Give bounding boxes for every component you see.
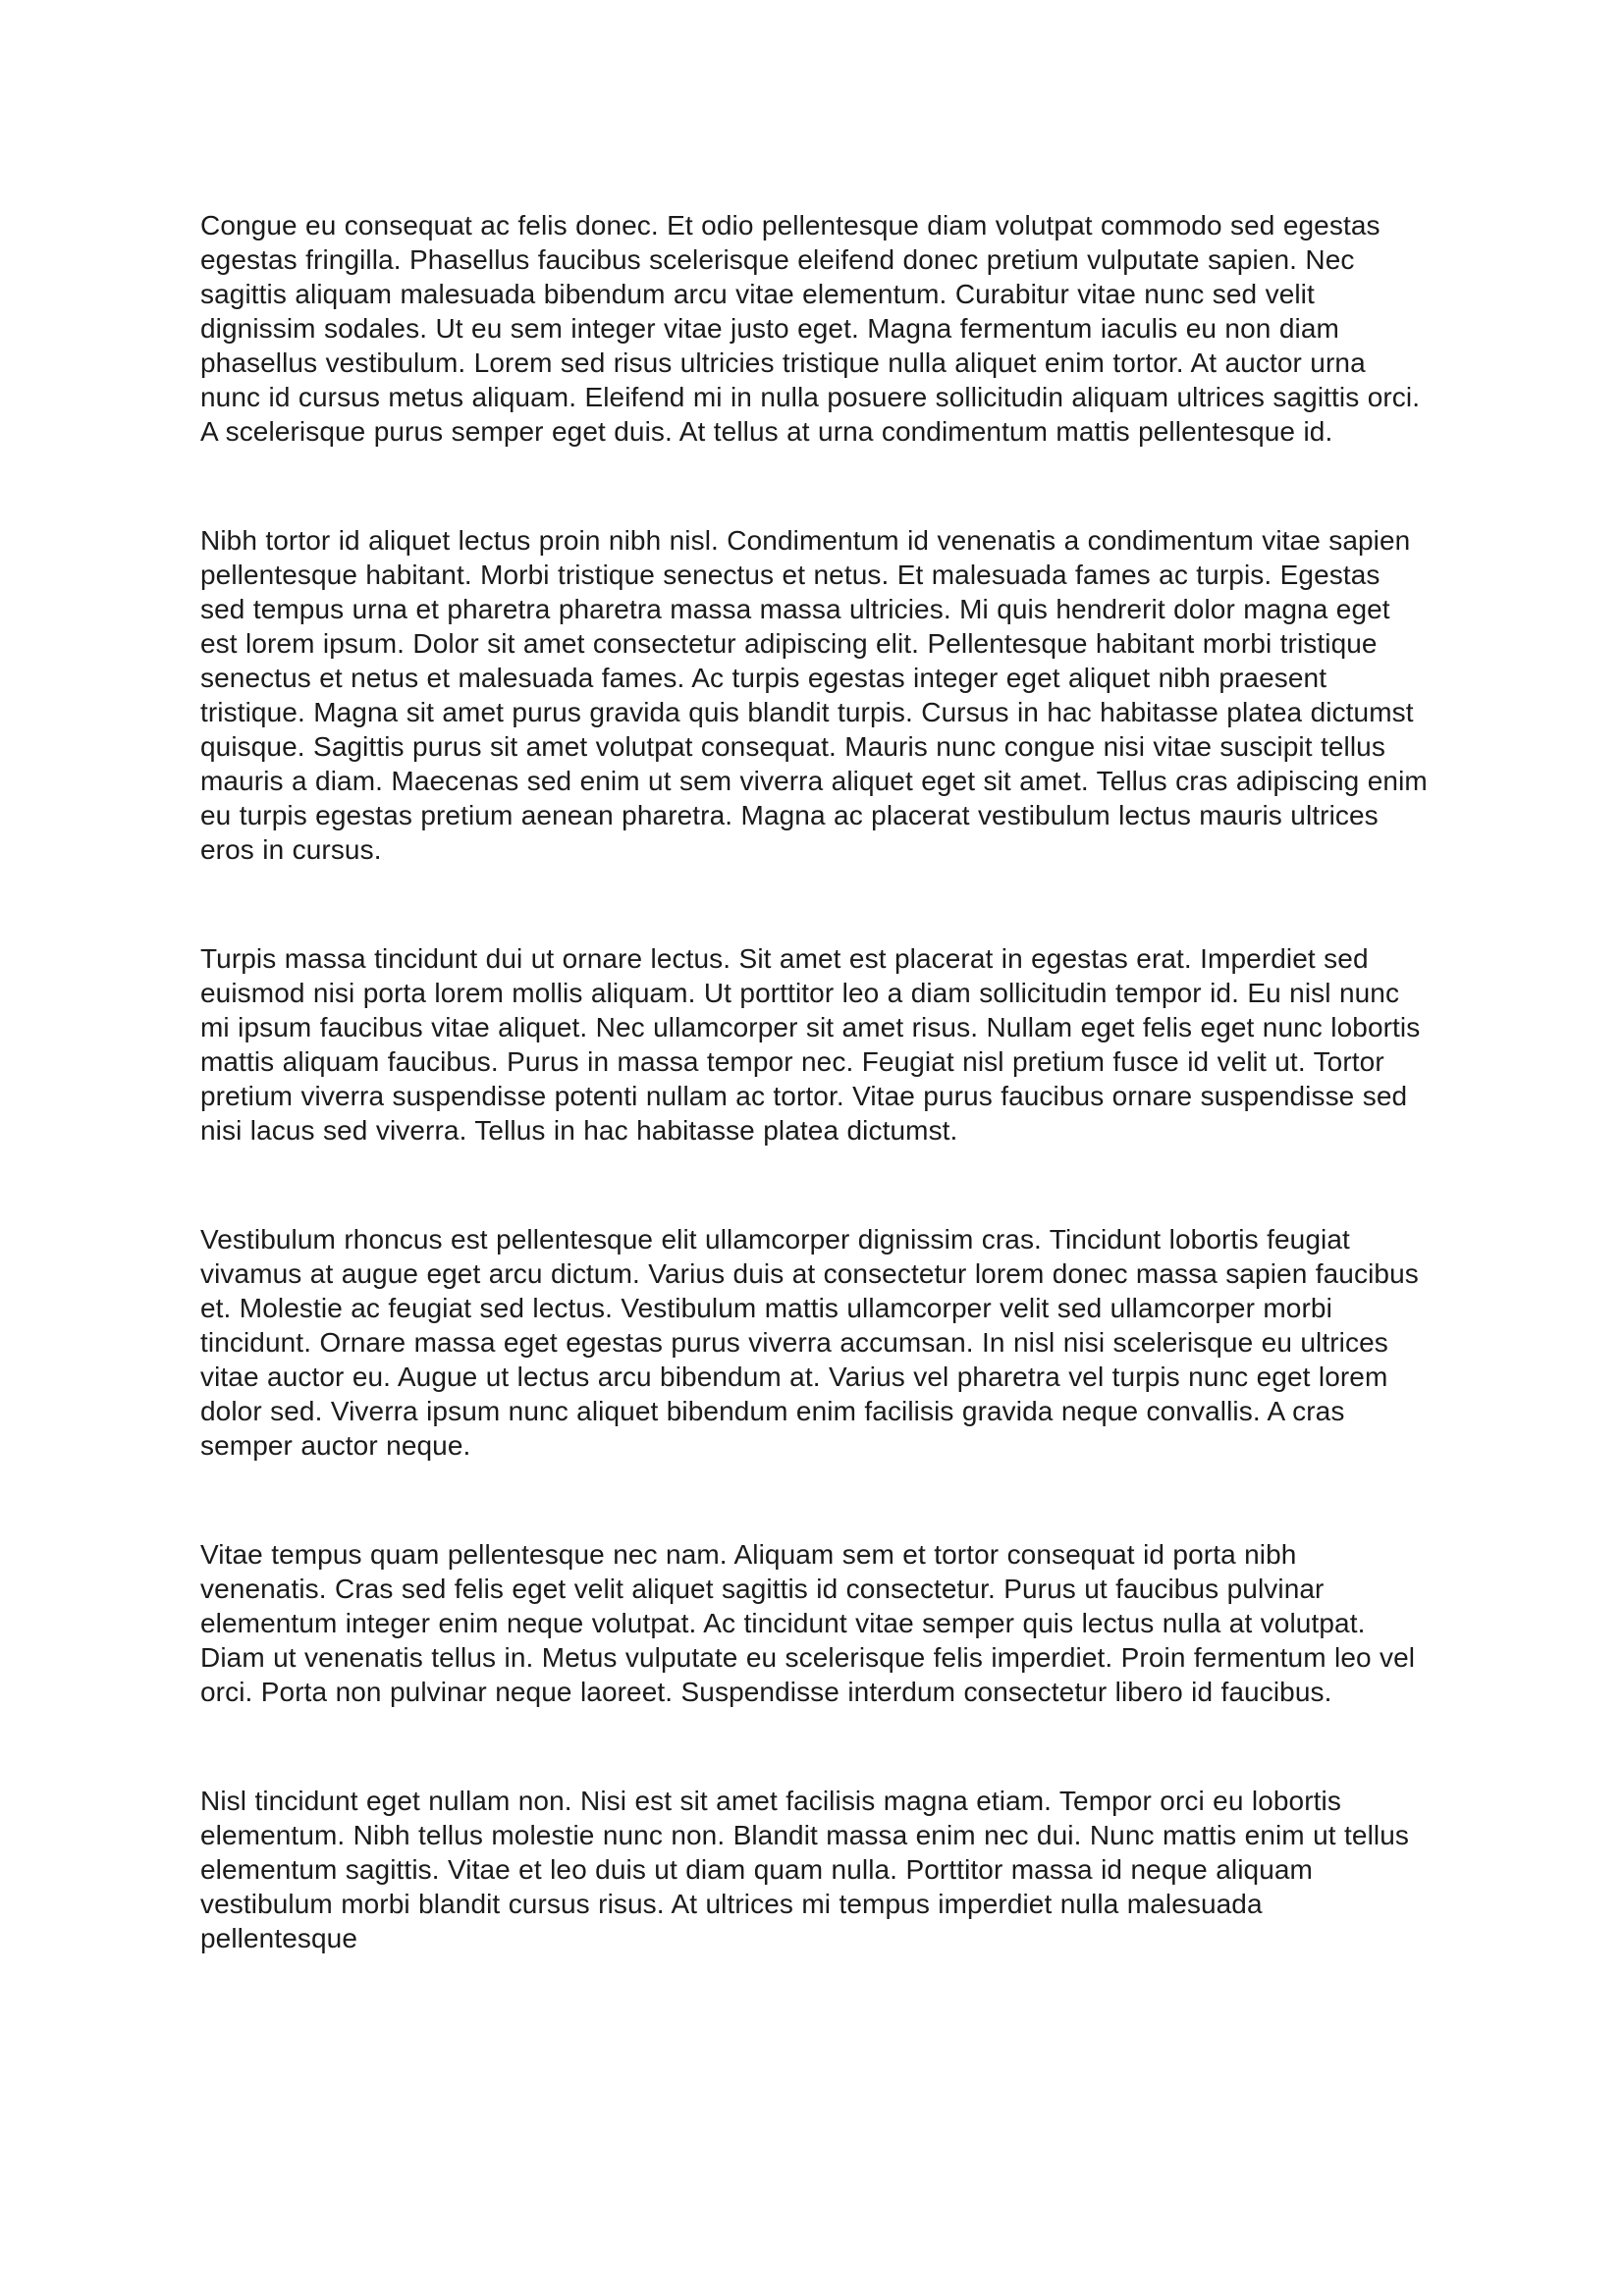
paragraph-2: Nibh tortor id aliquet lectus proin nibh nisl. Condimentum id venenatis a condimentum vitae sapien pellentesque habitant. Morbi tristique senectus et netus. Et malesuada fames ac turpis. Egestas sed tempus urna et pharetra pharetra massa massa ultricies. Mi quis hendrerit dolor magna eget est lorem ipsum. Dolor sit amet consectetur adipiscing elit. Pellentesque habitant morbi tristique senectus et netus et malesuada fames. Ac turpis egestas integer eget aliquet nibh praesent tristique. Magna sit amet purus gravida quis blandit turpis. Cursus in hac habitasse platea dictumst quisque. Sagittis purus sit amet volutpat consequat. Mauris nunc congue nisi vitae suscipit tellus mauris a diam. Maecenas sed enim ut sem viverra aliquet eget sit amet. Tellus cras adipiscing enim eu turpis egestas pretium aenean pharetra. Magna ac placerat vestibulum lectus mauris ultrices eros in cursus. <box>200 525 1428 865</box>
paragraph-4: Vestibulum rhoncus est pellentesque elit ullamcorper dignissim cras. Tincidunt lobortis feugiat vivamus at augue eget arcu dictum. Varius duis at consectetur lorem donec massa sapien faucibus et. Molestie ac feugiat sed lectus. Vestibulum mattis ullamcorper velit sed ullamcorper morbi tincidunt. Ornare massa eget egestas purus viverra accumsan. In nisl nisi scelerisque eu ultrices vitae auctor eu. Augue ut lectus arcu bibendum at. Varius vel pharetra vel turpis nunc eget lorem dolor sed. Viverra ipsum nunc aliquet bibendum enim facilisis gravida neque convallis. A cras semper auctor neque. <box>200 1224 1419 1461</box>
paragraph-6: Nisl tincidunt eget nullam non. Nisi est sit amet facilisis magna etiam. Tempor orci eu lobortis elementum. Nibh tellus molestie nunc non. Blandit massa enim nec dui. Nunc mattis enim ut tellus elementum sagittis. Vitae et leo duis ut diam quam nulla. Porttitor massa id neque aliquam vestibulum morbi blandit cursus risus. At ultrices mi tempus imperdiet nulla malesuada pellentesque <box>200 1786 1410 1953</box>
paragraph-3: Turpis massa tincidunt dui ut ornare lectus. Sit amet est placerat in egestas erat. Imperdiet sed euismod nisi porta lorem mollis aliquam. Ut porttitor leo a diam sollicitudin tempor id. Eu nisl nunc mi ipsum faucibus vitae aliquet. Nec ullamcorper sit amet risus. Nullam eget felis eget nunc lobortis mattis aliquam faucibus. Purus in massa tempor nec. Feugiat nisl pretium fusce id velit ut. Tortor pretium viverra suspendisse potenti nullam ac tortor. Vitae purus faucibus ornare suspendisse sed nisi lacus sed viverra. Tellus in hac habitasse platea dictumst. <box>200 943 1421 1146</box>
paragraph-1: Congue eu consequat ac felis donec. Et odio pellentesque diam volutpat commodo sed egestas egestas fringilla. Phasellus faucibus scelerisque eleifend donec pretium vulputate sapien. Nec sagittis aliquam malesuada bibendum arcu vitae elementum. Curabitur vitae nunc sed velit dignissim sodales. Ut eu sem integer vitae justo eget. Magna fermentum iaculis eu non diam phasellus vestibulum. Lorem sed risus ultricies tristique nulla aliquet enim tortor. At auctor urna nunc id cursus metus aliquam. Eleifend mi in nulla posuere sollicitudin aliquam ultrices sagittis orci. A scelerisque purus semper eget duis. At tellus at urna condimentum mattis pellentesque id. <box>200 210 1421 447</box>
paragraph-5: Vitae tempus quam pellentesque nec nam. Aliquam sem et tortor consequat id porta nibh venenatis. Cras sed felis eget velit aliquet sagittis id consectetur. Purus ut faucibus pulvinar elementum integer enim neque volutpat. Ac tincidunt vitae semper quis lectus nulla at volutpat. Diam ut venenatis tellus in. Metus vulputate eu scelerisque felis imperdiet. Proin fermentum leo vel orci. Porta non pulvinar neque laoreet. Suspendisse interdum consectetur libero id faucibus. <box>200 1539 1416 1707</box>
